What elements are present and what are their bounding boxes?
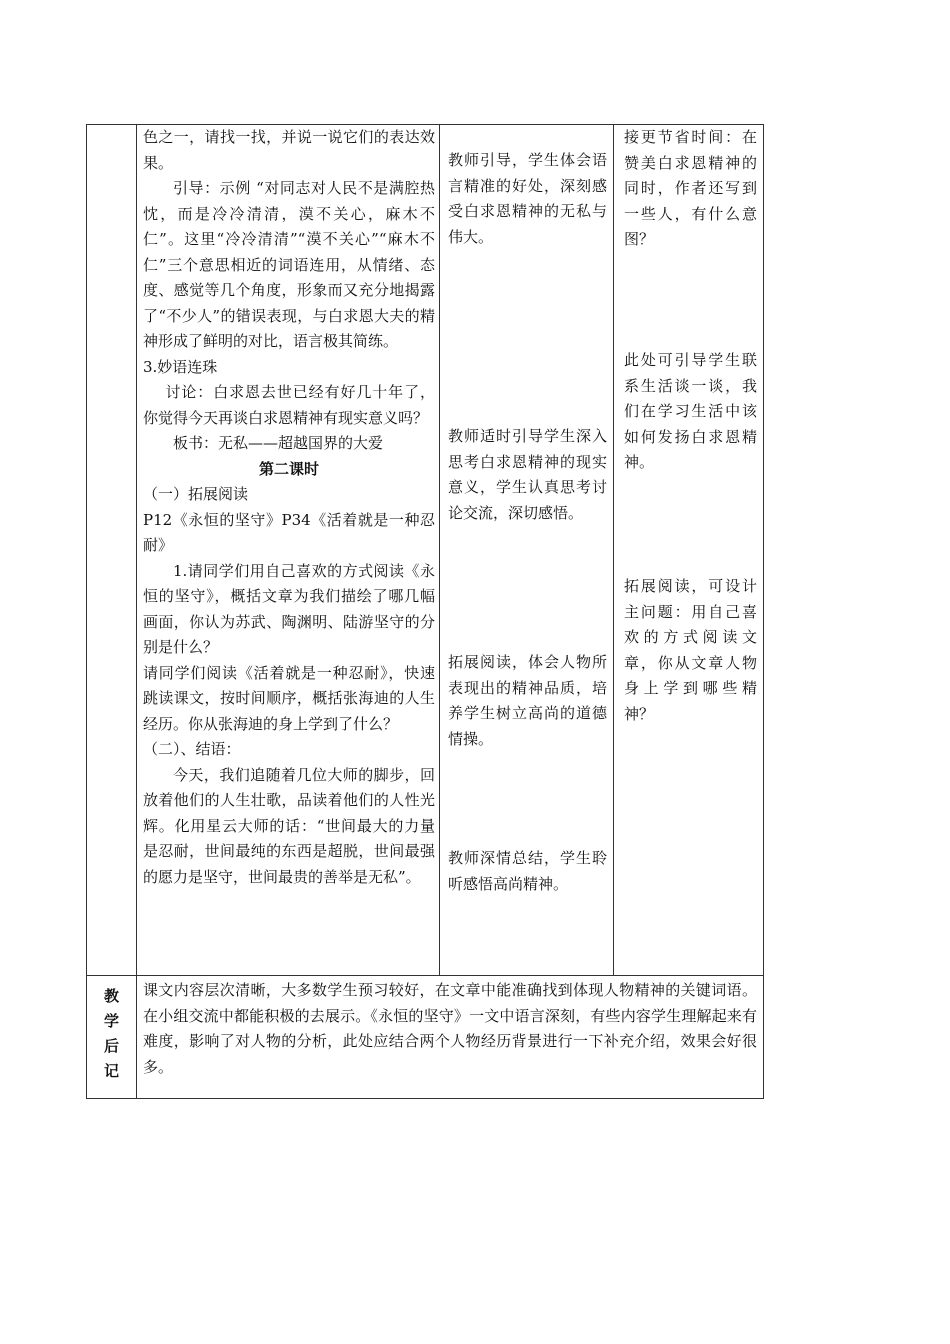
activity-note-3: 拓展阅读，体会人物所表现出的精神品质，培养学生树立高尚的道德情操。 xyxy=(448,653,607,748)
content-para-2: 引导：示例 “对同志对人民不是满腔热忱，而是冷冷清清，漠不关心，麻木不仁”。这里“冷冷清清”“漠不关心”“麻木不仁”三个意思相近的词语连用，从情绪、态度、感觉等几个角度，形象而又充分地揭露了“不少人”的错误表现，与白求恩大夫的精神形成了鲜明的对比，语言极其简练。 xyxy=(143,179,435,350)
reading-titles: P12《永恒的坚守》P34《活着就是一种忍耐》 xyxy=(143,510,435,554)
conclusion-heading: （二）、结语： xyxy=(143,740,241,758)
intent-note-3: 拓展阅读，可设计主问题：用自己喜欢的方式阅读文章，你从文章人物身上学到哪些精神？ xyxy=(624,577,757,723)
afterword-text: 课文内容层次清晰，大多数学生预习较好，在文章中能准确找到体现人物精神的关键词语。在小组交流中都能积极的去展示。《永恒的坚守》一文中语言深刻，有些内容学生理解起来有难度，影响了对人物的分析，此处应结合两个人物经历背景进行一下补充介绍，效果会好很多。 xyxy=(143,981,757,1076)
afterword-label-cell xyxy=(87,976,137,1099)
teaching-content-cell xyxy=(137,125,440,976)
conclusion-para: 今天，我们追随着几位大师的脚步，回放着他们的人生壮歌，品读着他们的人性光辉。化用星云大师的话：“世间最大的力量是忍耐，世间最纯的东西是超脱，世间最强的愿力是坚守，世间最贵的善举是无私”。 xyxy=(143,765,435,886)
process-row xyxy=(87,125,764,976)
activity-cell xyxy=(440,125,614,976)
design-intent-cell xyxy=(614,125,764,976)
afterword-row xyxy=(87,976,764,1099)
lesson-plan-table xyxy=(86,124,764,1099)
afterword-label-char: 后 xyxy=(103,1037,119,1055)
activity-note-4: 教师深情总结，学生聆听感悟高尚精神。 xyxy=(448,849,607,893)
content-heading-3: 3.妙语连珠 xyxy=(143,357,218,376)
second-lesson-heading: 第二课时 xyxy=(258,459,319,478)
afterword-label-char: 学 xyxy=(103,1012,119,1030)
content-para-1: 色之一，请找一找，并说一说它们的表达效果。 xyxy=(143,128,435,172)
blackboard-note: 板书：无私——超越国界的大爱 xyxy=(173,434,384,452)
content-para-9: 1.请同学们用自己喜欢的方式阅读《永恒的坚守》，概括文章为我们描绘了哪几幅画面，你认为苏武、陶渊明、陆游坚守的分别是什么？ xyxy=(143,561,435,656)
intent-note-1: 接更节省时间：在赞美白求恩精神的同时，作者还写到一些人，有什么意图？ xyxy=(624,128,757,248)
content-para-4: 讨论：白求恩去世已经有好几十年了，你觉得今天再谈白求恩精神有现实意义吗？ xyxy=(143,383,435,427)
afterword-label-char: 教 xyxy=(103,987,119,1005)
extended-reading-heading: （一）拓展阅读 xyxy=(143,485,249,503)
content-para-10: 请同学们阅读《活着就是一种忍耐》，快速跳读课文，按时间顺序，概括张海迪的人生经历。你从张海迪的身上学到了什么？ xyxy=(143,663,435,733)
activity-note-1: 教师引导，学生体会语言精准的好处，深刻感受白求恩精神的无私与伟大。 xyxy=(448,151,607,246)
afterword-label-char: 记 xyxy=(103,1062,119,1080)
row-label-cell-empty xyxy=(87,125,137,976)
intent-note-2: 此处可引导学生联系生活谈一谈，我们在学习生活中该如何发扬白求恩精神。 xyxy=(624,351,757,471)
afterword-text-cell xyxy=(137,976,764,1099)
activity-note-2: 教师适时引导学生深入思考白求恩精神的现实意义，学生认真思考讨论交流，深切感悟。 xyxy=(448,427,607,522)
